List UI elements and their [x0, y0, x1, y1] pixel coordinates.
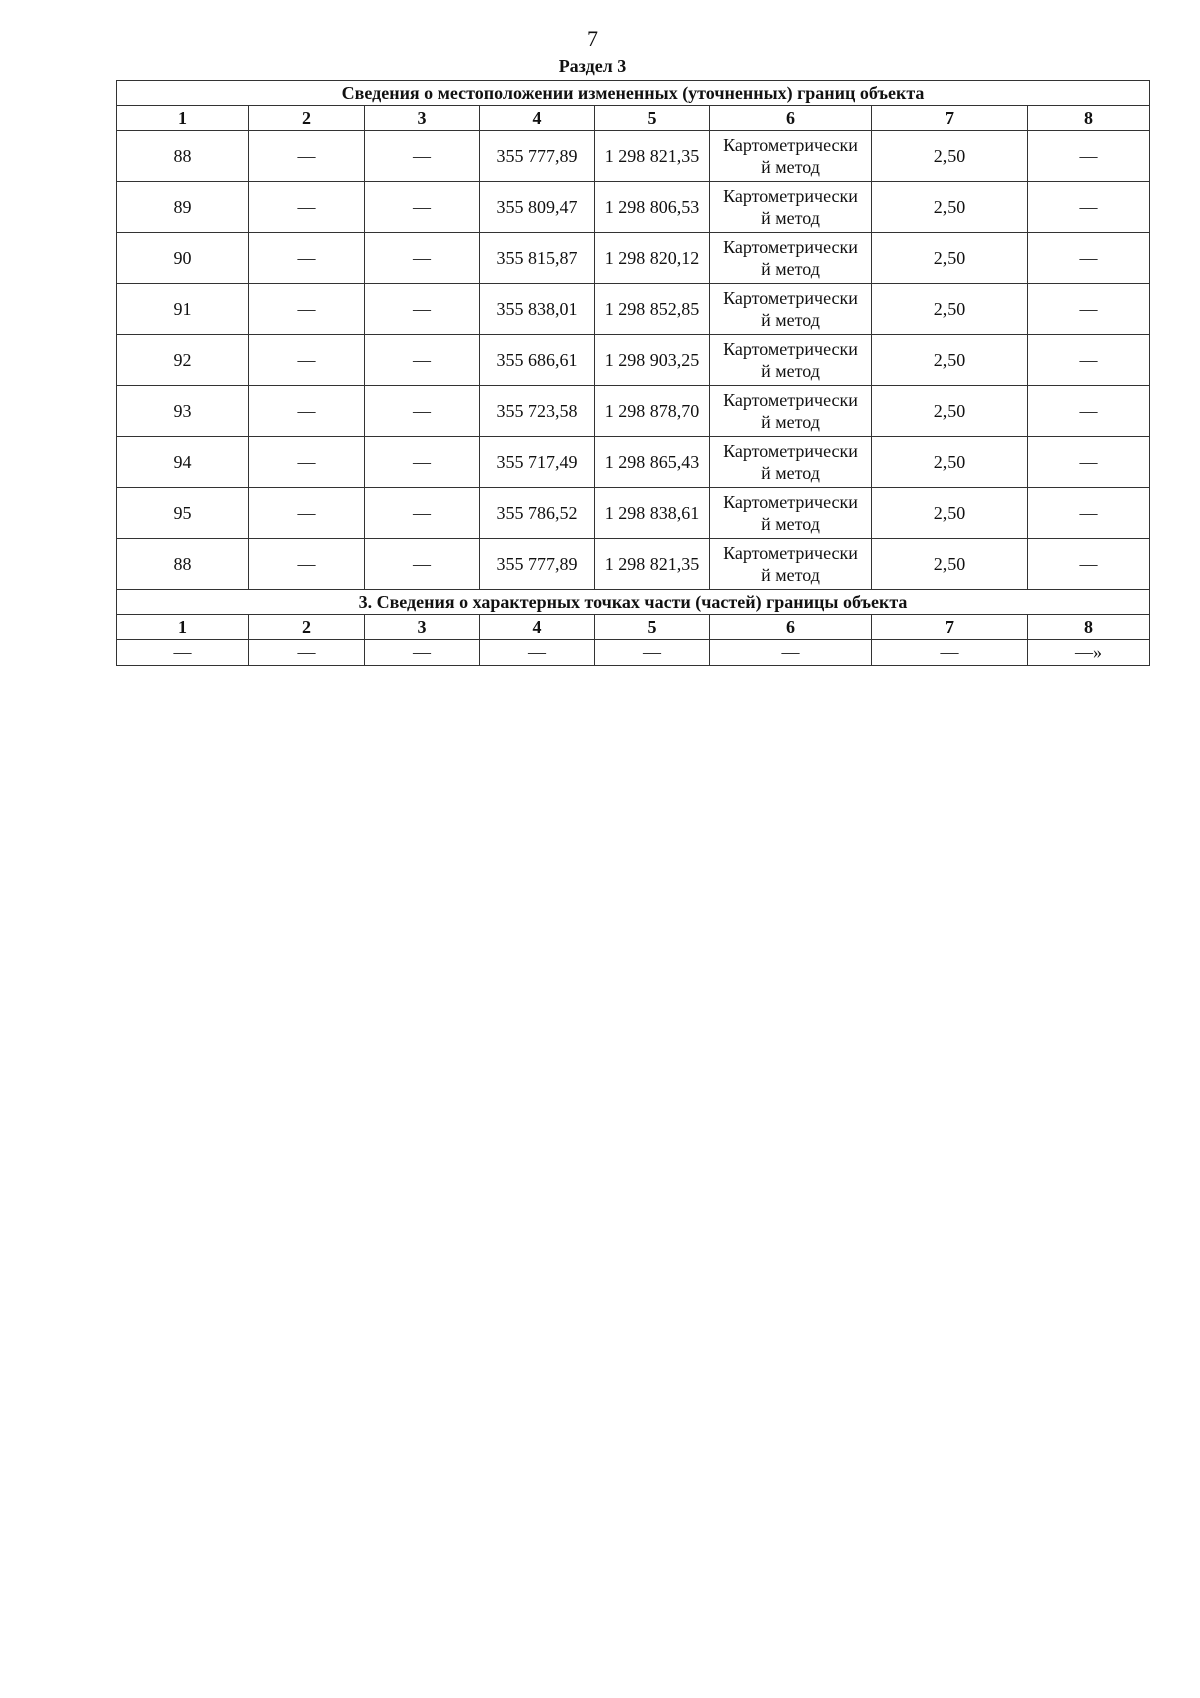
accuracy-cell: 2,50 — [872, 335, 1028, 386]
accuracy-cell: 2,50 — [872, 488, 1028, 539]
method-line-2: й метод — [761, 514, 820, 534]
x-coordinate-cell: 355 786,52 — [480, 488, 595, 539]
method-cell — [710, 386, 872, 437]
y-coordinate-cell: 1 298 821,35 — [595, 539, 710, 590]
method-line-1: Картометрически — [723, 135, 858, 155]
column-number: 6 — [710, 615, 872, 640]
table-row — [117, 131, 1150, 182]
method-line-1: Картометрически — [723, 339, 858, 359]
method-line-2: й метод — [761, 565, 820, 585]
cell-col-3: — — [365, 233, 480, 284]
column-number: 3 — [365, 615, 480, 640]
cell-col-2: — — [249, 233, 365, 284]
table-row — [117, 437, 1150, 488]
cell-col-8: — — [1028, 284, 1150, 335]
y-coordinate-cell: 1 298 865,43 — [595, 437, 710, 488]
column-number: 7 — [872, 106, 1028, 131]
y-coordinate-cell: 1 298 852,85 — [595, 284, 710, 335]
part-cell: — — [595, 640, 710, 666]
point-number-cell: 91 — [117, 284, 249, 335]
method-line-2: й метод — [761, 463, 820, 483]
table-caption-row — [117, 81, 1150, 106]
column-number: 1 — [117, 106, 249, 131]
column-number: 2 — [249, 615, 365, 640]
cell-col-2: — — [249, 539, 365, 590]
method-line-1: Картометрически — [723, 237, 858, 257]
column-number: 8 — [1028, 615, 1150, 640]
cell-col-8: — — [1028, 335, 1150, 386]
cell-col-2: — — [249, 488, 365, 539]
accuracy-cell: 2,50 — [872, 386, 1028, 437]
x-coordinate-cell: 355 777,89 — [480, 131, 595, 182]
table-row — [117, 386, 1150, 437]
cell-col-3: — — [365, 284, 480, 335]
table-row — [117, 284, 1150, 335]
table-row — [117, 539, 1150, 590]
y-coordinate-cell: 1 298 878,70 — [595, 386, 710, 437]
method-cell — [710, 437, 872, 488]
method-line-2: й метод — [761, 412, 820, 432]
part-cell: — — [117, 640, 249, 666]
column-number: 3 — [365, 106, 480, 131]
cell-col-3: — — [365, 131, 480, 182]
cell-col-3: — — [365, 386, 480, 437]
cell-col-3: — — [365, 182, 480, 233]
method-line-1: Картометрически — [723, 441, 858, 461]
column-number: 6 — [710, 106, 872, 131]
method-cell — [710, 335, 872, 386]
cell-col-2: — — [249, 437, 365, 488]
cell-col-8: — — [1028, 386, 1150, 437]
cell-col-3: — — [365, 437, 480, 488]
section-title: Раздел 3 — [558, 56, 627, 76]
method-cell — [710, 488, 872, 539]
method-cell — [710, 131, 872, 182]
column-number: 8 — [1028, 106, 1150, 131]
point-number-cell: 92 — [117, 335, 249, 386]
x-coordinate-cell: 355 686,61 — [480, 335, 595, 386]
cell-col-3: — — [365, 488, 480, 539]
table-row — [117, 233, 1150, 284]
point-number-cell: 90 — [117, 233, 249, 284]
x-coordinate-cell: 355 777,89 — [480, 539, 595, 590]
cell-col-2: — — [249, 386, 365, 437]
method-line-2: й метод — [761, 208, 820, 228]
x-coordinate-cell: 355 809,47 — [480, 182, 595, 233]
y-coordinate-cell: 1 298 903,25 — [595, 335, 710, 386]
table-row — [117, 335, 1150, 386]
accuracy-cell: 2,50 — [872, 284, 1028, 335]
method-line-1: Картометрически — [723, 186, 858, 206]
boundary-table — [116, 80, 1150, 666]
part-cell: — — [480, 640, 595, 666]
part-column-number-row — [117, 615, 1150, 640]
column-number: 5 — [595, 106, 710, 131]
y-coordinate-cell: 1 298 821,35 — [595, 131, 710, 182]
method-line-2: й метод — [761, 310, 820, 330]
part-cell: — — [249, 640, 365, 666]
method-cell — [710, 539, 872, 590]
column-number: 4 — [480, 615, 595, 640]
point-number-cell: 88 — [117, 131, 249, 182]
column-number: 5 — [595, 615, 710, 640]
cell-col-3: — — [365, 335, 480, 386]
x-coordinate-cell: 355 815,87 — [480, 233, 595, 284]
cell-col-8: — — [1028, 182, 1150, 233]
x-coordinate-cell: 355 717,49 — [480, 437, 595, 488]
column-number: 1 — [117, 615, 249, 640]
method-line-1: Картометрически — [723, 543, 858, 563]
point-number-cell: 94 — [117, 437, 249, 488]
cell-col-2: — — [249, 335, 365, 386]
table-row — [117, 182, 1150, 233]
method-cell — [710, 182, 872, 233]
accuracy-cell: 2,50 — [872, 539, 1028, 590]
x-coordinate-cell: 355 838,01 — [480, 284, 595, 335]
column-number: 2 — [249, 106, 365, 131]
y-coordinate-cell: 1 298 806,53 — [595, 182, 710, 233]
cell-col-3: — — [365, 539, 480, 590]
cell-col-2: — — [249, 131, 365, 182]
accuracy-cell: 2,50 — [872, 233, 1028, 284]
part-cell: — — [710, 640, 872, 666]
method-line-2: й метод — [761, 259, 820, 279]
table-caption: Сведения о местоположении измененных (уточненных) границ объекта — [117, 81, 1150, 106]
part-table-row — [117, 640, 1150, 666]
method-line-1: Картометрически — [723, 390, 858, 410]
x-coordinate-cell: 355 723,58 — [480, 386, 595, 437]
accuracy-cell: 2,50 — [872, 131, 1028, 182]
point-number-cell: 88 — [117, 539, 249, 590]
cell-col-8: — — [1028, 233, 1150, 284]
cell-col-2: — — [249, 182, 365, 233]
method-cell — [710, 233, 872, 284]
part-cell: — — [365, 640, 480, 666]
method-line-2: й метод — [761, 361, 820, 381]
cell-col-2: — — [249, 284, 365, 335]
page-number: 7 — [587, 26, 598, 51]
part-caption-row — [117, 590, 1150, 615]
column-number: 4 — [480, 106, 595, 131]
point-number-cell: 95 — [117, 488, 249, 539]
method-line-2: й метод — [761, 157, 820, 177]
column-number-row — [117, 106, 1150, 131]
cell-col-8: — — [1028, 437, 1150, 488]
part-cell: — — [872, 640, 1028, 666]
cell-col-8: — — [1028, 539, 1150, 590]
accuracy-cell: 2,50 — [872, 437, 1028, 488]
method-line-1: Картометрически — [723, 492, 858, 512]
method-cell — [710, 284, 872, 335]
point-number-cell: 93 — [117, 386, 249, 437]
cell-col-8: — — [1028, 131, 1150, 182]
column-number: 7 — [872, 615, 1028, 640]
cell-col-8: — — [1028, 488, 1150, 539]
part-cell: —» — [1028, 640, 1150, 666]
accuracy-cell: 2,50 — [872, 182, 1028, 233]
table-row — [117, 488, 1150, 539]
point-number-cell: 89 — [117, 182, 249, 233]
y-coordinate-cell: 1 298 838,61 — [595, 488, 710, 539]
part-caption: 3. Сведения о характерных точках части (частей) границы объекта — [117, 590, 1150, 615]
y-coordinate-cell: 1 298 820,12 — [595, 233, 710, 284]
method-line-1: Картометрически — [723, 288, 858, 308]
